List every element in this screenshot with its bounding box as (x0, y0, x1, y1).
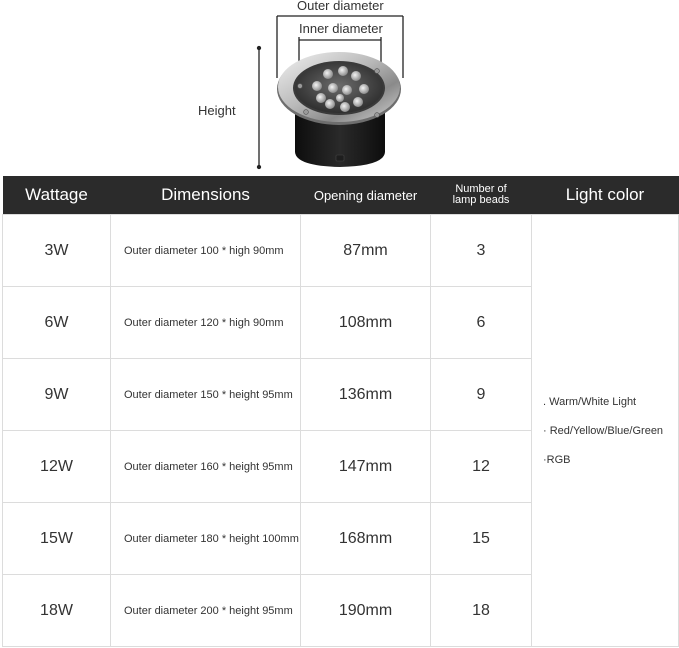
dimensions-cell: Outer diameter 160 * height 95mm (111, 431, 301, 503)
opening-diameter-cell: 190mm (301, 575, 431, 647)
light-color-warm-white: . Warm/White Light (543, 395, 637, 408)
opening-diameter-cell: 87mm (301, 215, 431, 287)
wattage-cell: 6W (3, 287, 111, 359)
opening-diameter-cell: 147mm (301, 431, 431, 503)
header-lamp-beads-line2: lamp beads (452, 194, 510, 206)
spec-table (2, 176, 679, 647)
dimensions-cell: Outer diameter 100 * high 90mm (111, 215, 301, 287)
lamp-beads-cell: 12 (431, 431, 532, 503)
outer-diameter-label: Outer diameter (297, 0, 384, 13)
header-wattage: Wattage (3, 176, 111, 215)
product-illustration (0, 0, 679, 176)
header-dimensions: Dimensions (111, 176, 301, 215)
lamp-beads-cell: 3 (431, 215, 532, 287)
lamp-beads-cell: 6 (431, 287, 532, 359)
lamp-rim (277, 52, 401, 125)
header-opening-diameter: Opening diameter (301, 176, 431, 215)
dimensions-cell: Outer diameter 200 * height 95mm (111, 575, 301, 647)
header-light-color: Light color (532, 176, 679, 215)
light-color-rybg: · Red/Yellow/Blue/Green (543, 424, 664, 437)
light-color-cell (532, 215, 679, 647)
wattage-cell: 3W (3, 215, 111, 287)
opening-diameter-cell: 136mm (301, 359, 431, 431)
wattage-cell: 18W (3, 575, 111, 647)
dimensions-cell: Outer diameter 150 * height 95mm (111, 359, 301, 431)
dimensions-cell: Outer diameter 120 * high 90mm (111, 287, 301, 359)
opening-diameter-cell: 168mm (301, 503, 431, 575)
inner-diameter-label: Inner diameter (299, 21, 383, 36)
header-lamp-beads-line1: Number of (455, 183, 507, 195)
height-label: Height (198, 103, 236, 118)
table-header-row (3, 176, 679, 215)
header-lamp-beads (431, 176, 532, 215)
table-row (3, 215, 679, 287)
lamp-beads-cell: 15 (431, 503, 532, 575)
dimensions-cell: Outer diameter 180 * height 100mm (111, 503, 301, 575)
opening-diameter-cell: 108mm (301, 287, 431, 359)
wattage-cell: 12W (3, 431, 111, 503)
height-marker (258, 47, 261, 169)
lamp-beads-cell: 18 (431, 575, 532, 647)
lamp-beads-cell: 9 (431, 359, 532, 431)
wattage-cell: 15W (3, 503, 111, 575)
wattage-cell: 9W (3, 359, 111, 431)
light-color-rgb: ·RGB (543, 453, 571, 466)
